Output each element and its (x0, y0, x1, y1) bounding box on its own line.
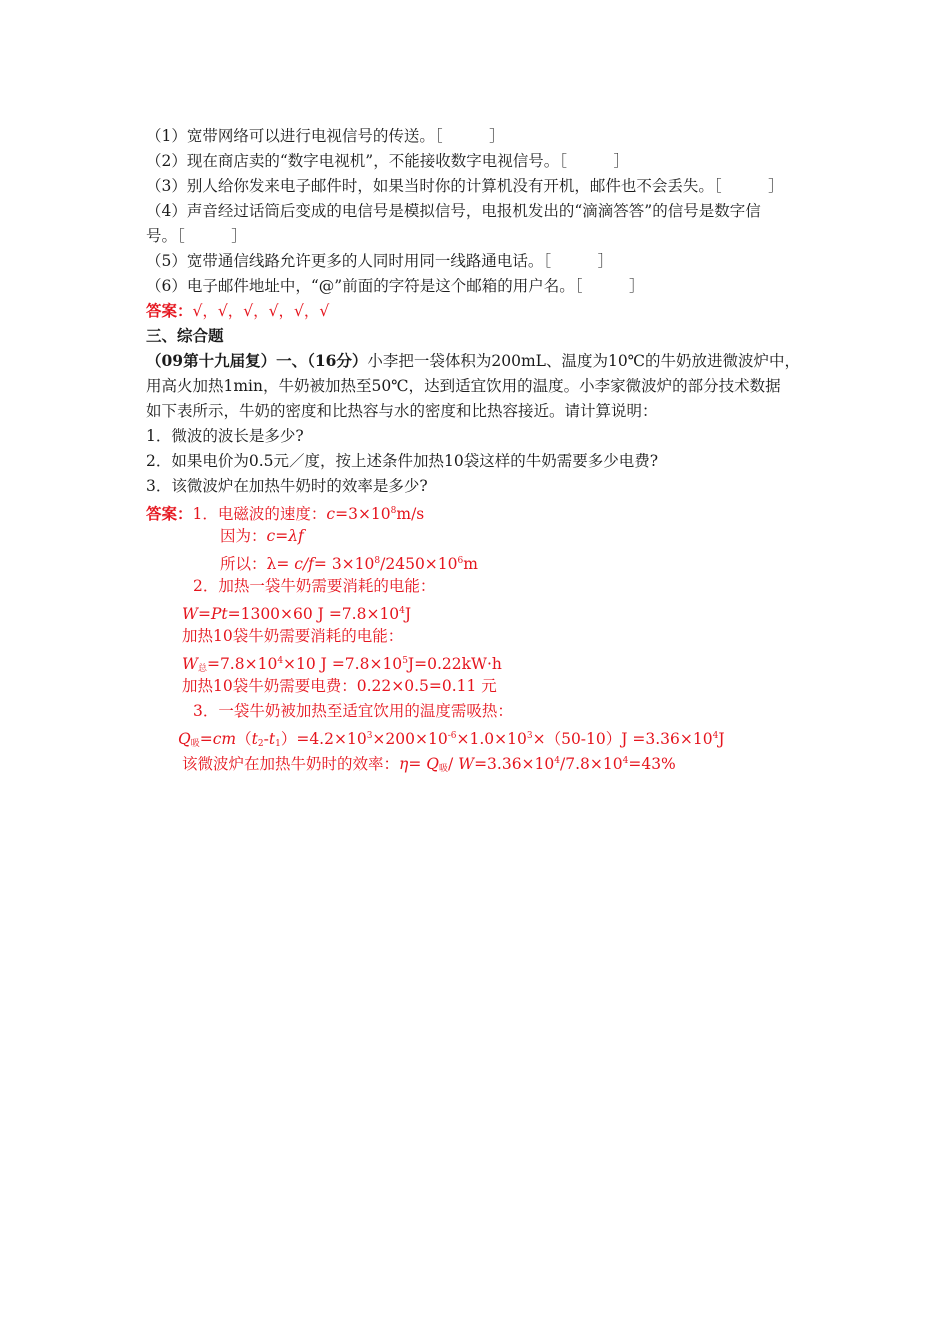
solution-fee: 加热10袋牛奶需要电费：0.22×0.5=0.11 元 (182, 677, 497, 695)
solution-step-1-text: 电磁波的速度： (217, 505, 327, 523)
solution-energy-one: W=Pt=1300×60 $J =7.8\times 10^4J$ (182, 605, 412, 623)
answer-marks: √，√，√，√，√，√ (192, 302, 330, 320)
solution-label: 答案： (146, 504, 193, 523)
judge-item-2: （2）现在商店卖的“数字电视机”，不能接收数字电视信号。［ ］ (146, 152, 629, 170)
solution-line-1: 答案：1．电磁波的速度：$c=3\times 10^8m/s$ (146, 504, 425, 523)
judge-item-4-line1: （4）声音经过话筒后变成的电信号是模拟信号，电报机发出的“滴滴答答”的信号是数字信 (146, 202, 761, 220)
judge-item-5: （5）宽带通信线路允许更多的人同时用同一线路通电话。［ ］ (146, 252, 614, 270)
energy-total-b: ×10 J =7.8×10 (283, 655, 403, 673)
judge-item-6: （6）电子邮件地址中，“@”前面的字符是这个邮箱的用户名。［ ］ (146, 277, 645, 295)
solution-because: 因为：c=λf (220, 527, 304, 545)
because-label: 因为： (220, 527, 267, 545)
solution-step-1-num: 1． (192, 505, 218, 523)
speed-symbol: c (326, 505, 336, 523)
efficiency-label: 该微波炉在加热牛奶时的效率： (182, 755, 400, 773)
problem-text-1: 小李把一袋体积为200mL、温度为10℃的牛奶放进微波炉中， (367, 352, 801, 370)
energy-total-a: =7.8×10 (206, 655, 278, 673)
judge-item-3: （3）别人给你发来电子邮件时，如果当时你的计算机没有开机，邮件也不会丢失。［ ］ (146, 177, 784, 195)
problem-source-tag: （09第十九届复）一、（16分） (146, 351, 368, 370)
solution-step-3: 3．一袋牛奶被加热至适宜饮用的温度需吸热： (193, 702, 513, 720)
judge-item-4-line2: 号。［ ］ (146, 227, 247, 245)
problem-line-2: 用高火加热1min，牛奶被加热至50℃，达到适宜饮用的温度。小李家微波炉的部分技术数据 (146, 377, 781, 395)
solution-step-2: 2．加热一袋牛奶需要消耗的电能： (193, 577, 436, 595)
question-2: 2．如果电价为0.5元／度，按上述条件加热10袋这样的牛奶需要多少电费? (146, 452, 659, 470)
question-1: 1．微波的波长是多少? (146, 427, 304, 445)
speed-value: =3×10 (335, 505, 391, 523)
judge-item-1: （1）宽带网络可以进行电视信号的传送。［ ］ (146, 127, 505, 145)
so-label: 所以： (220, 555, 267, 573)
section-title: 三、综合题 (146, 326, 224, 345)
energy-one-value: =1300×60 J =7.8×10 (227, 605, 400, 623)
solution-efficiency: 该微波炉在加热牛奶时的效率：$\eta= Q_吸/$ $W=3.36\times 10^4/7.8\times 10^4=43\%$ (182, 755, 676, 774)
judge-answer (146, 299, 329, 323)
solution-energy-total: $W_总=7.8\times 10^4\times 10$ $J =7.8\times 10^5J=0.22kW\cdot h$ (182, 655, 502, 674)
solution-heat: $Q_吸=cm(t_2-t_1)=4.2\times 10^3\times 200\times 10^{-6}\times 1.0\times 10^3\times(50-10)J =3.36\times 10^4J$ (178, 730, 725, 749)
question-3: 3．该微波炉在加热牛奶时的效率是多少? (146, 477, 428, 495)
answer-label: 答案： (146, 301, 193, 320)
solution-ten-energy-label: 加热10袋牛奶需要消耗的电能： (182, 627, 404, 645)
solution-so: 所以：$\lambda= c/f= 3\times 10^8/2450\times 10^6m$ (220, 555, 478, 573)
energy-total-c: J=0.22kW·h (407, 655, 502, 673)
problem-line-3: 如下表所示，牛奶的密度和比热容与水的密度和比热容接近。请计算说明： (146, 402, 658, 420)
problem-line-1 (146, 349, 800, 373)
